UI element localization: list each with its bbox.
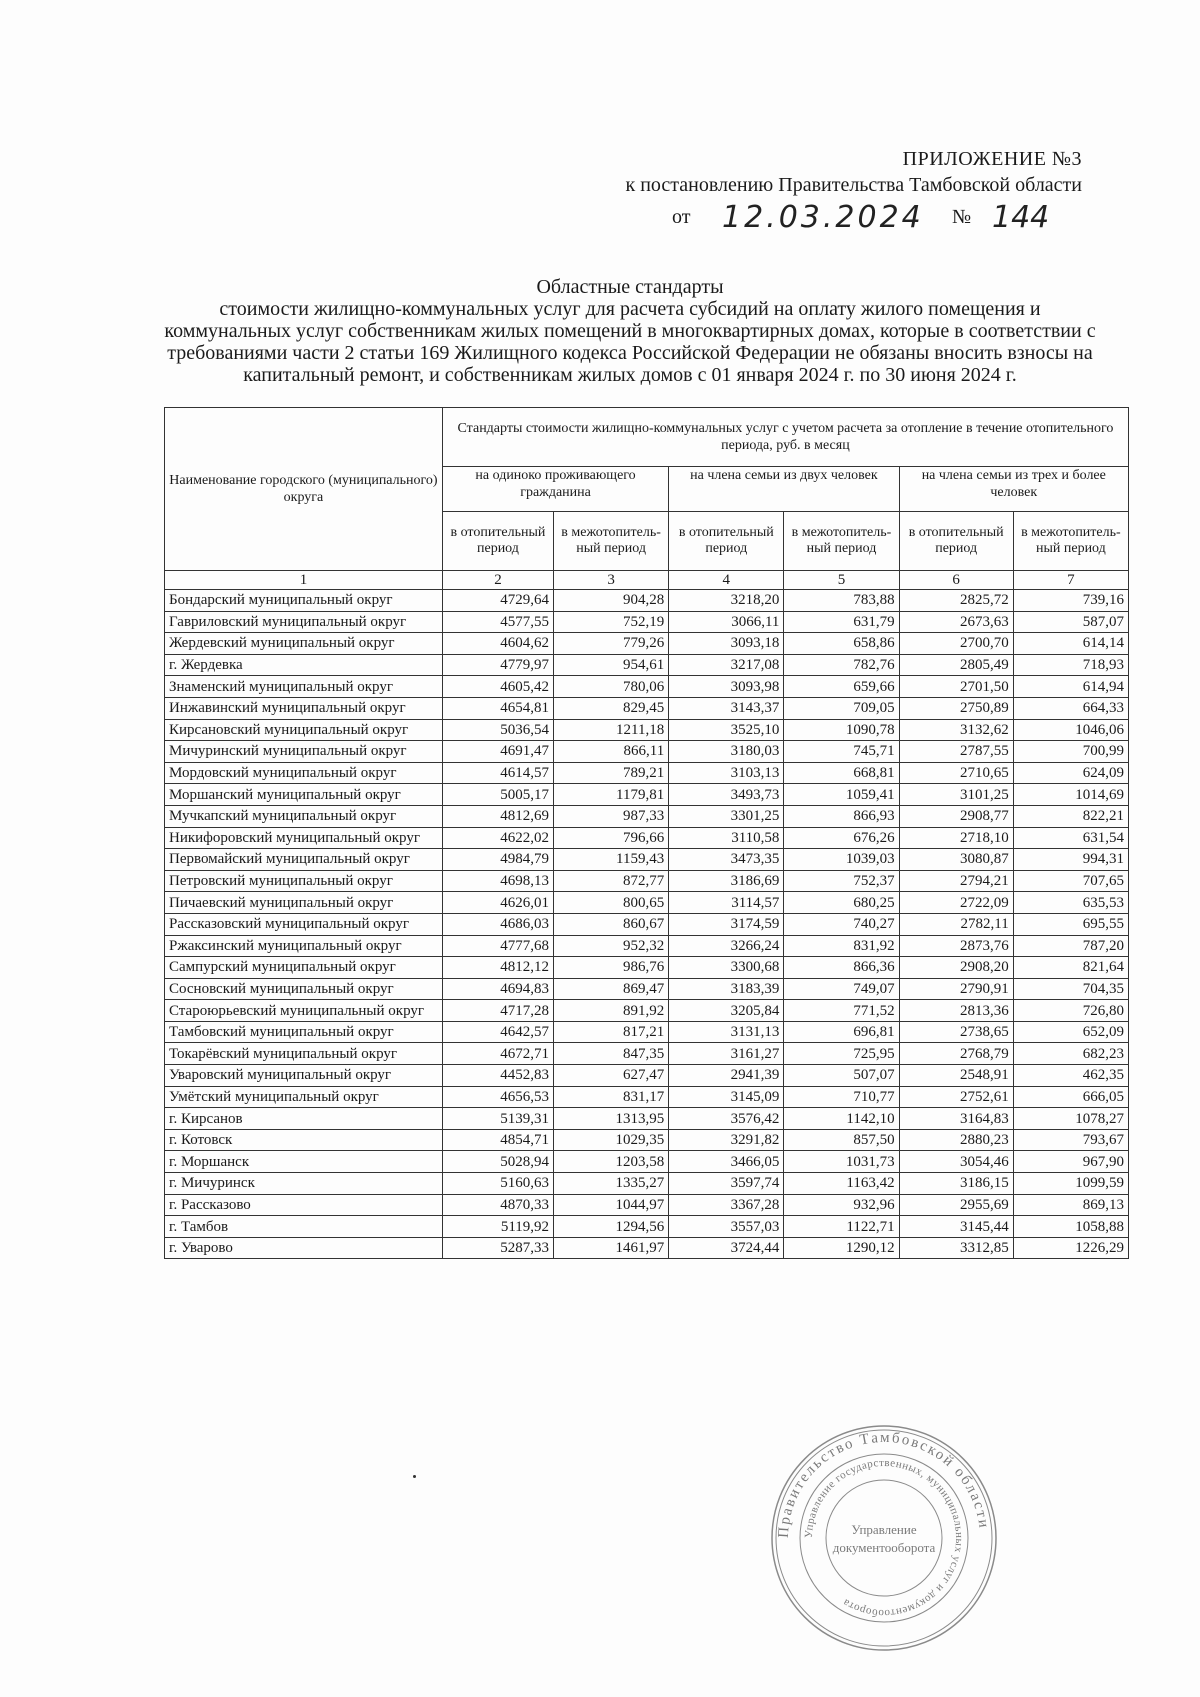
value-cell: 666,05 (1013, 1086, 1128, 1108)
table-row (165, 719, 1129, 741)
value-cell: 3183,39 (669, 978, 784, 1000)
value-cell: 2805,49 (899, 654, 1013, 676)
value-cell: 857,50 (784, 1129, 899, 1151)
table-row (165, 805, 1129, 827)
value-cell: 752,19 (554, 611, 669, 633)
district-name-cell: г. Котовск (165, 1129, 443, 1151)
table-row (165, 1194, 1129, 1216)
appendix-subtitle: к постановлению Правительства Тамбовской области (625, 174, 1082, 196)
value-cell: 4622,02 (442, 827, 553, 849)
value-cell: 462,35 (1013, 1065, 1128, 1087)
value-cell: 932,96 (784, 1194, 899, 1216)
district-name-cell: Сампурский муниципальный округ (165, 957, 443, 979)
district-name-cell: Мордовский муниципальный округ (165, 762, 443, 784)
value-cell: 635,53 (1013, 892, 1128, 914)
value-cell: 1226,29 (1013, 1237, 1128, 1259)
table-row (165, 913, 1129, 935)
value-cell: 3300,68 (669, 957, 784, 979)
value-cell: 752,37 (784, 870, 899, 892)
value-cell: 627,47 (554, 1065, 669, 1087)
table-row (165, 1065, 1129, 1087)
value-cell: 4870,33 (442, 1194, 553, 1216)
handwritten-date: 12.03.2024 (722, 200, 924, 235)
handwritten-number: 144 (992, 200, 1050, 235)
value-cell: 1014,69 (1013, 784, 1128, 806)
value-cell: 1039,03 (784, 849, 899, 871)
value-cell: 1203,58 (554, 1151, 669, 1173)
value-cell: 1142,10 (784, 1108, 899, 1130)
date-prefix: от (672, 206, 691, 228)
district-name-cell: Инжавинский муниципальный округ (165, 697, 443, 719)
value-cell: 3266,24 (669, 935, 784, 957)
value-cell: 954,61 (554, 654, 669, 676)
value-cell: 1335,27 (554, 1173, 669, 1195)
value-cell: 707,65 (1013, 870, 1128, 892)
value-cell: 740,27 (784, 913, 899, 935)
value-cell: 745,71 (784, 741, 899, 763)
value-cell: 1044,97 (554, 1194, 669, 1216)
value-cell: 4777,68 (442, 935, 553, 957)
value-cell: 5119,92 (442, 1216, 553, 1238)
table-row (165, 892, 1129, 914)
value-cell: 3205,84 (669, 1000, 784, 1022)
district-name-cell: Никифоровский муниципальный округ (165, 827, 443, 849)
value-cell: 4779,97 (442, 654, 553, 676)
value-cell: 3114,57 (669, 892, 784, 914)
district-name-cell: Жердевский муниципальный округ (165, 633, 443, 655)
value-cell: 4984,79 (442, 849, 553, 871)
value-cell: 3217,08 (669, 654, 784, 676)
value-cell: 4812,12 (442, 957, 553, 979)
value-cell: 5028,94 (442, 1151, 553, 1173)
value-cell: 3093,18 (669, 633, 784, 655)
value-cell: 872,77 (554, 870, 669, 892)
value-cell: 4672,71 (442, 1043, 553, 1065)
seal-center-line: Управление (851, 1522, 917, 1537)
value-cell: 3493,73 (669, 784, 784, 806)
value-cell: 800,65 (554, 892, 669, 914)
table-row (165, 1237, 1129, 1259)
value-cell: 624,09 (1013, 762, 1128, 784)
column-number: 3 (554, 571, 669, 590)
district-name-cell: г. Тамбов (165, 1216, 443, 1238)
value-cell: 3466,05 (669, 1151, 784, 1173)
table-row (165, 633, 1129, 655)
district-name-cell: Мичуринский муниципальный округ (165, 741, 443, 763)
district-name-cell: г. Кирсанов (165, 1108, 443, 1130)
district-name-cell: Гавриловский муниципальный округ (165, 611, 443, 633)
value-cell: 2787,55 (899, 741, 1013, 763)
value-cell: 4698,13 (442, 870, 553, 892)
table-row (165, 957, 1129, 979)
value-cell: 3110,58 (669, 827, 784, 849)
district-name-cell: Сосновский муниципальный округ (165, 978, 443, 1000)
value-cell: 3131,13 (669, 1021, 784, 1043)
title-line: коммунальных услуг собственникам жилых помещений в многоквартирных домах, которые в соответствии с (164, 320, 1096, 342)
value-cell: 891,92 (554, 1000, 669, 1022)
value-cell: 3724,44 (669, 1237, 784, 1259)
value-cell: 3367,28 (669, 1194, 784, 1216)
value-cell: 5036,54 (442, 719, 553, 741)
value-cell: 3186,69 (669, 870, 784, 892)
table-row (165, 978, 1129, 1000)
column-number: 1 (165, 571, 443, 590)
value-cell: 3161,27 (669, 1043, 784, 1065)
value-cell: 866,93 (784, 805, 899, 827)
table-row (165, 1108, 1129, 1130)
value-cell: 2738,65 (899, 1021, 1013, 1043)
value-cell: 676,26 (784, 827, 899, 849)
district-name-cell: Уваровский муниципальный округ (165, 1065, 443, 1087)
standards-header: Стандарты стоимости жилищно-коммунальных услуг с учетом расчета за отопление в течение отопительного периода, руб. в месяц (442, 408, 1128, 467)
value-cell: 3473,35 (669, 849, 784, 871)
sub-header: в отопительный период (442, 512, 553, 571)
value-cell: 822,21 (1013, 805, 1128, 827)
value-cell: 1031,73 (784, 1151, 899, 1173)
value-cell: 2873,76 (899, 935, 1013, 957)
value-cell: 1313,95 (554, 1108, 669, 1130)
value-cell: 3180,03 (669, 741, 784, 763)
value-cell: 1294,56 (554, 1216, 669, 1238)
value-cell: 866,36 (784, 957, 899, 979)
sub-header: в межотопитель-ный период (784, 512, 899, 571)
group-header: на одиноко проживающего гражданина (442, 467, 668, 512)
value-cell: 696,81 (784, 1021, 899, 1043)
number-sign: № (952, 206, 972, 228)
district-name-cell: Петровский муниципальный округ (165, 870, 443, 892)
value-cell: 725,95 (784, 1043, 899, 1065)
value-cell: 3525,10 (669, 719, 784, 741)
table-row (165, 935, 1129, 957)
district-name-cell: Тамбовский муниципальный округ (165, 1021, 443, 1043)
table-row (165, 1151, 1129, 1173)
value-cell: 952,32 (554, 935, 669, 957)
value-cell: 668,81 (784, 762, 899, 784)
value-cell: 726,80 (1013, 1000, 1128, 1022)
table-row (165, 1129, 1129, 1151)
standards-table (164, 407, 1129, 1259)
value-cell: 2700,70 (899, 633, 1013, 655)
table-row (165, 784, 1129, 806)
district-name-cell: Пичаевский муниципальный округ (165, 892, 443, 914)
value-cell: 3145,09 (669, 1086, 784, 1108)
value-cell: 4654,81 (442, 697, 553, 719)
table-row (165, 1043, 1129, 1065)
value-cell: 658,86 (784, 633, 899, 655)
value-cell: 3291,82 (669, 1129, 784, 1151)
value-cell: 860,67 (554, 913, 669, 935)
value-cell: 789,21 (554, 762, 669, 784)
value-cell: 1211,18 (554, 719, 669, 741)
value-cell: 2790,91 (899, 978, 1013, 1000)
value-cell: 3080,87 (899, 849, 1013, 871)
value-cell: 587,07 (1013, 611, 1128, 633)
value-cell: 1099,59 (1013, 1173, 1128, 1195)
value-cell: 5139,31 (442, 1108, 553, 1130)
value-cell: 783,88 (784, 590, 899, 612)
table-row (165, 870, 1129, 892)
column-number: 7 (1013, 571, 1128, 590)
value-cell: 3132,62 (899, 719, 1013, 741)
value-cell: 1059,41 (784, 784, 899, 806)
value-cell: 866,11 (554, 741, 669, 763)
value-cell: 1163,42 (784, 1173, 899, 1195)
table-body (165, 590, 1129, 1259)
value-cell: 771,52 (784, 1000, 899, 1022)
value-cell: 631,54 (1013, 827, 1128, 849)
value-cell: 3143,37 (669, 697, 784, 719)
value-cell: 4626,01 (442, 892, 553, 914)
table-row (165, 654, 1129, 676)
value-cell: 680,25 (784, 892, 899, 914)
value-cell: 2794,21 (899, 870, 1013, 892)
value-cell: 4694,83 (442, 978, 553, 1000)
table-row (165, 1021, 1129, 1043)
value-cell: 3186,15 (899, 1173, 1013, 1195)
column-number: 2 (442, 571, 553, 590)
table-row (165, 762, 1129, 784)
district-name-cell: Токарёвский муниципальный округ (165, 1043, 443, 1065)
table-row (165, 676, 1129, 698)
value-cell: 710,77 (784, 1086, 899, 1108)
appendix-title: ПРИЛОЖЕНИЕ №3 (902, 148, 1082, 170)
value-cell: 2880,23 (899, 1129, 1013, 1151)
value-cell: 4642,57 (442, 1021, 553, 1043)
district-name-cell: Первомайский муниципальный округ (165, 849, 443, 871)
value-cell: 4729,64 (442, 590, 553, 612)
value-cell: 749,07 (784, 978, 899, 1000)
value-cell: 739,16 (1013, 590, 1128, 612)
value-cell: 1090,78 (784, 719, 899, 741)
value-cell: 987,33 (554, 805, 669, 827)
value-cell: 1078,27 (1013, 1108, 1128, 1130)
value-cell: 904,28 (554, 590, 669, 612)
value-cell: 3301,25 (669, 805, 784, 827)
value-cell: 652,09 (1013, 1021, 1128, 1043)
value-cell: 2722,09 (899, 892, 1013, 914)
value-cell: 5287,33 (442, 1237, 553, 1259)
title-line: Областные стандарты (536, 276, 724, 298)
value-cell: 4614,57 (442, 762, 553, 784)
value-cell: 3557,03 (669, 1216, 784, 1238)
value-cell: 2710,65 (899, 762, 1013, 784)
table-row (165, 1086, 1129, 1108)
value-cell: 2673,63 (899, 611, 1013, 633)
value-cell: 3093,98 (669, 676, 784, 698)
value-cell: 614,94 (1013, 676, 1128, 698)
value-cell: 986,76 (554, 957, 669, 979)
scan-dot (413, 1475, 416, 1478)
value-cell: 967,90 (1013, 1151, 1128, 1173)
value-cell: 817,21 (554, 1021, 669, 1043)
value-cell: 2750,89 (899, 697, 1013, 719)
sub-header: в отопительный период (899, 512, 1013, 571)
district-name-cell: Бондарский муниципальный округ (165, 590, 443, 612)
table-row (165, 1216, 1129, 1238)
value-cell: 4605,42 (442, 676, 553, 698)
district-name-cell: Моршанский муниципальный округ (165, 784, 443, 806)
value-cell: 829,45 (554, 697, 669, 719)
value-cell: 3576,42 (669, 1108, 784, 1130)
district-name-cell: г. Рассказово (165, 1194, 443, 1216)
value-cell: 704,35 (1013, 978, 1128, 1000)
district-name-cell: Староюрьевский муниципальный округ (165, 1000, 443, 1022)
value-cell: 1058,88 (1013, 1216, 1128, 1238)
district-name-cell: г. Уварово (165, 1237, 443, 1259)
value-cell: 4577,55 (442, 611, 553, 633)
value-cell: 1046,06 (1013, 719, 1128, 741)
value-cell: 3164,83 (899, 1108, 1013, 1130)
value-cell: 709,05 (784, 697, 899, 719)
value-cell: 631,79 (784, 611, 899, 633)
value-cell: 4691,47 (442, 741, 553, 763)
value-cell: 5160,63 (442, 1173, 553, 1195)
value-cell: 847,35 (554, 1043, 669, 1065)
value-cell: 831,17 (554, 1086, 669, 1108)
district-name-cell: Умётский муниципальный округ (165, 1086, 443, 1108)
seal-center-line: документооборота (832, 1540, 936, 1555)
value-cell: 4452,83 (442, 1065, 553, 1087)
district-name-cell: Знаменский муниципальный округ (165, 676, 443, 698)
column-number: 6 (899, 571, 1013, 590)
value-cell: 718,93 (1013, 654, 1128, 676)
table-row (165, 611, 1129, 633)
value-cell: 1029,35 (554, 1129, 669, 1151)
value-cell: 2908,20 (899, 957, 1013, 979)
table-row (165, 590, 1129, 612)
value-cell: 695,55 (1013, 913, 1128, 935)
table-row (165, 827, 1129, 849)
value-cell: 782,76 (784, 654, 899, 676)
value-cell: 2908,77 (899, 805, 1013, 827)
group-header: на члена семьи из двух человек (669, 467, 899, 512)
value-cell: 3597,74 (669, 1173, 784, 1195)
value-cell: 4686,03 (442, 913, 553, 935)
district-name-cell: Рассказовский муниципальный округ (165, 913, 443, 935)
value-cell: 2941,39 (669, 1065, 784, 1087)
table-row (165, 1000, 1129, 1022)
table-row (165, 741, 1129, 763)
value-cell: 3174,59 (669, 913, 784, 935)
value-cell: 780,06 (554, 676, 669, 698)
district-name-cell: г. Мичуринск (165, 1173, 443, 1195)
value-cell: 4854,71 (442, 1129, 553, 1151)
district-name-cell: г. Моршанск (165, 1151, 443, 1173)
value-cell: 2752,61 (899, 1086, 1013, 1108)
value-cell: 2813,36 (899, 1000, 1013, 1022)
table-row (165, 1173, 1129, 1195)
svg-text:Управление государственных, му (803, 1457, 965, 1619)
column-number: 5 (784, 571, 899, 590)
value-cell: 700,99 (1013, 741, 1128, 763)
district-name-cell: Мучкапский муниципальный округ (165, 805, 443, 827)
value-cell: 4717,28 (442, 1000, 553, 1022)
sub-header: в межотопитель-ный период (1013, 512, 1128, 571)
district-name-cell: Ржаксинский муниципальный округ (165, 935, 443, 957)
value-cell: 2701,50 (899, 676, 1013, 698)
value-cell: 664,33 (1013, 697, 1128, 719)
value-cell: 3312,85 (899, 1237, 1013, 1259)
value-cell: 787,20 (1013, 935, 1128, 957)
table-row (165, 849, 1129, 871)
date-line (662, 200, 1082, 240)
value-cell: 796,66 (554, 827, 669, 849)
value-cell: 4604,62 (442, 633, 553, 655)
seal-middle-text: Управление государственных, муниципальных услуг и документооборота (802, 1456, 966, 1620)
value-cell: 3145,44 (899, 1216, 1013, 1238)
value-cell: 4656,53 (442, 1086, 553, 1108)
value-cell: 1159,43 (554, 849, 669, 871)
value-cell: 1122,71 (784, 1216, 899, 1238)
value-cell: 831,92 (784, 935, 899, 957)
group-header: на члена семьи из трех и более человек (899, 467, 1128, 512)
value-cell: 614,14 (1013, 633, 1128, 655)
value-cell: 659,66 (784, 676, 899, 698)
value-cell: 779,26 (554, 633, 669, 655)
sub-header: в отопительный период (669, 512, 784, 571)
title-line: капитальный ремонт, и собственникам жилых домов с 01 января 2024 г. по 30 июня 2024 г. (243, 364, 1017, 386)
value-cell: 2782,11 (899, 913, 1013, 935)
title-line: стоимости жилищно-коммунальных услуг для расчета субсидий на оплату жилого помещения и (219, 298, 1041, 320)
seal-outer-text: Правительство Тамбовской области (775, 1429, 992, 1539)
value-cell: 2955,69 (899, 1194, 1013, 1216)
value-cell: 5005,17 (442, 784, 553, 806)
value-cell: 793,67 (1013, 1129, 1128, 1151)
document-title (150, 276, 1110, 386)
column-number: 4 (669, 571, 784, 590)
value-cell: 2718,10 (899, 827, 1013, 849)
value-cell: 682,23 (1013, 1043, 1128, 1065)
sub-header: в межотопитель-ный период (554, 512, 669, 571)
title-line: требованиями части 2 статьи 169 Жилищного кодекса Российской Федерации не обязаны вносить взносы на (167, 342, 1093, 364)
value-cell: 507,07 (784, 1065, 899, 1087)
value-cell: 2825,72 (899, 590, 1013, 612)
value-cell: 3103,13 (669, 762, 784, 784)
value-cell: 1290,12 (784, 1237, 899, 1259)
value-cell: 1179,81 (554, 784, 669, 806)
value-cell: 2768,79 (899, 1043, 1013, 1065)
value-cell: 3218,20 (669, 590, 784, 612)
district-name-cell: Кирсановский муниципальный округ (165, 719, 443, 741)
district-name-header: Наименование городского (муниципального) округа (165, 408, 443, 571)
value-cell: 3066,11 (669, 611, 784, 633)
value-cell: 869,13 (1013, 1194, 1128, 1216)
value-cell: 994,31 (1013, 849, 1128, 871)
value-cell: 3054,46 (899, 1151, 1013, 1173)
value-cell: 3101,25 (899, 784, 1013, 806)
value-cell: 4812,69 (442, 805, 553, 827)
official-seal (768, 1422, 1000, 1654)
value-cell: 1461,97 (554, 1237, 669, 1259)
district-name-cell: г. Жердевка (165, 654, 443, 676)
value-cell: 2548,91 (899, 1065, 1013, 1087)
table-row (165, 697, 1129, 719)
value-cell: 869,47 (554, 978, 669, 1000)
value-cell: 821,64 (1013, 957, 1128, 979)
